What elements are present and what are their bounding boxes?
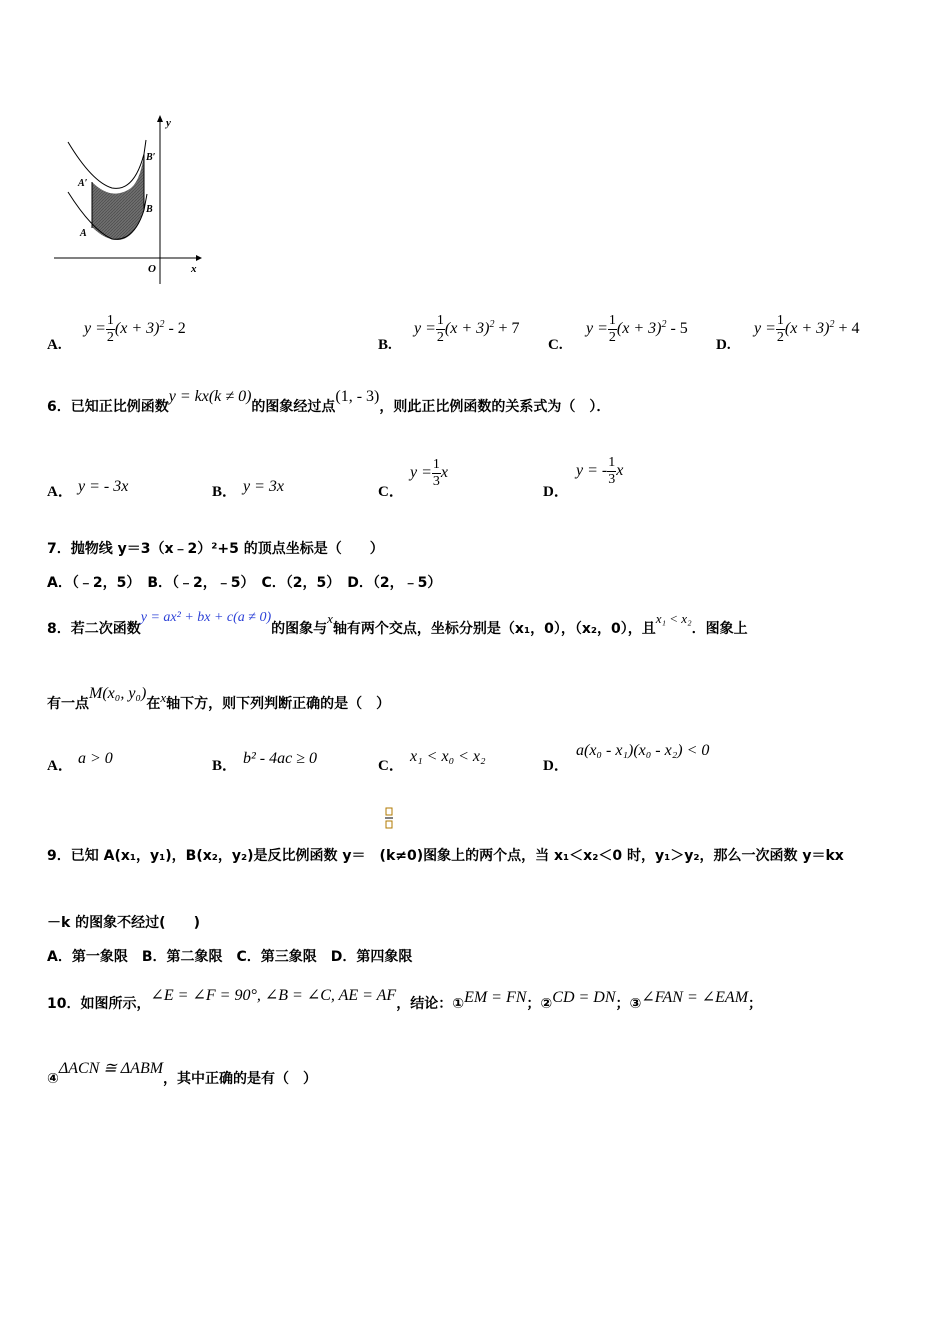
- q8-xvar: x: [327, 611, 333, 626]
- q10-c1: ，结论：①: [396, 996, 465, 1012]
- q6-d-label: D．: [543, 484, 569, 500]
- q6-c-den: 3: [432, 474, 440, 489]
- q8-b-expr: b² - 4ac ≥ 0: [243, 750, 318, 767]
- q6-point: (1, - 3): [335, 388, 380, 405]
- q10-e2: CD = DN: [552, 989, 616, 1006]
- q8-mid1: 的图象与: [271, 621, 328, 637]
- q8-d-expr: a(x₀ - x₁)(x₀ - x₂) < 0: [576, 742, 710, 759]
- q5-a-label: A.: [47, 337, 62, 353]
- q6-tail: ，则此正比例函数的关系式为（ ）．: [379, 399, 611, 415]
- q6-b-expr: y = 3x: [243, 478, 284, 495]
- q5-b-prefix: y =: [414, 320, 436, 338]
- q6-b-label: B．: [212, 484, 238, 500]
- q8-func: y = ax² + bx + c(a ≠ 0): [140, 610, 272, 625]
- q5-b-num: 1: [436, 313, 444, 328]
- label-y: y: [166, 117, 171, 129]
- q5-b-base: (x + 3): [444, 320, 490, 338]
- q5-d-sq: 2: [829, 318, 835, 330]
- q8-line2-mid: 在: [146, 696, 161, 712]
- q8-line2-lead: 有一点: [47, 696, 89, 712]
- q5-d-den: 2: [776, 330, 784, 345]
- q6-d-den: 3: [608, 472, 616, 487]
- q7-stem: 7．抛物线 y＝3（x﹣2）²+5 的顶点坐标是（ ）: [47, 541, 384, 557]
- q5-a-base: (x + 3): [114, 320, 160, 338]
- q8-a-expr: a > 0: [78, 750, 113, 767]
- parabola-graph: [50, 112, 210, 287]
- q5-c-den: 2: [608, 330, 616, 345]
- q8-line2-xvar: x: [160, 690, 167, 705]
- q10-cond: ∠E = ∠F = 90°, ∠B = ∠C, AE = AF: [150, 987, 397, 1004]
- q10-line2-lead: ④: [47, 1071, 59, 1087]
- q5-d-tail: + 4: [834, 320, 860, 338]
- label-b: B: [146, 204, 153, 215]
- q5-a-tail: - 2: [164, 320, 186, 338]
- q10-stem-line2: [47, 1060, 318, 1089]
- q5-a-expr: [84, 314, 186, 345]
- q10-e1: EM = FN: [464, 989, 527, 1006]
- q5-c-label: C.: [548, 337, 563, 353]
- q6-d-pre: y = -: [576, 462, 608, 480]
- q6-d-num: 1: [608, 455, 616, 470]
- q7-options: A．（﹣2，5） B．（﹣2，﹣5） C．（2，5） D．（2，﹣5）: [47, 575, 442, 591]
- q10-c4: ；: [748, 996, 763, 1012]
- q8-lead: 8．若二次函数: [47, 621, 141, 637]
- label-x: x: [191, 263, 197, 275]
- q5-c-base: (x + 3): [616, 320, 662, 338]
- q6-stem: [47, 388, 611, 417]
- label-origin: O: [148, 263, 156, 275]
- q8-ineq: x₁ < x₂: [655, 611, 692, 626]
- label-a: A: [80, 228, 87, 239]
- q6-d-post: x: [616, 462, 624, 480]
- q5-b-sq: 2: [489, 318, 495, 330]
- q5-d-prefix: y =: [754, 320, 776, 338]
- q5-b-tail: + 7: [494, 320, 520, 338]
- q8-point: M(x₀, y₀): [89, 685, 147, 702]
- q10-line2-tail: ，其中正确的是有（ ）: [163, 1071, 318, 1087]
- q6-a-label: A．: [47, 484, 73, 500]
- q5-c-prefix: y =: [586, 320, 608, 338]
- label-b-prime: B′: [146, 152, 156, 163]
- q8-c-label: C．: [378, 758, 404, 774]
- q10-e4: ΔACN ≅ ΔABM: [58, 1060, 164, 1077]
- q10-stem-line1: [47, 987, 763, 1014]
- q5-a-num: 1: [106, 313, 114, 328]
- q9-line1: 9．已知 A(x₁，y₁)，B(x₂，y₂)是反比例函数 y＝ (k≠0)图象上的两个点，当 x₁＜x₂＜0 时，y₁＞y₂，那么一次函数 y＝kx: [47, 848, 844, 864]
- q5-c-sq: 2: [661, 318, 667, 330]
- q8-mid2: 轴有两个交点，坐标分别是（x₁，0），（x₂，0），且: [332, 621, 656, 637]
- q6-a-expr: y = - 3x: [78, 478, 129, 495]
- q5-d-label: D.: [716, 337, 731, 353]
- y-axis-arrow: [157, 115, 163, 122]
- q10-e3: ∠FAN = ∠EAM: [641, 989, 749, 1006]
- q8-a-label: A．: [47, 758, 73, 774]
- q5-b-label: B.: [378, 337, 392, 353]
- q5-d-base: (x + 3): [784, 320, 830, 338]
- q5-c-expr: [586, 314, 688, 345]
- label-a-prime: A′: [78, 178, 88, 189]
- x-axis-arrow: [196, 255, 202, 261]
- q8-tail: ．图象上: [691, 621, 748, 637]
- q5-b-den: 2: [436, 330, 444, 345]
- fraction-placeholder-icon: [385, 806, 393, 830]
- q6-mid: 的图象经过点: [251, 399, 336, 415]
- q6-c-expr: [410, 458, 448, 489]
- q10-lead: 10．如图所示，: [47, 996, 151, 1012]
- q9-options: A．第一象限 B．第二象限 C．第三象限 D．第四象限: [47, 949, 413, 965]
- q6-lead: 6．已知正比例函数: [47, 399, 169, 415]
- q6-c-pre: y =: [410, 464, 432, 482]
- q5-c-num: 1: [608, 313, 616, 328]
- q6-c-label: C．: [378, 484, 404, 500]
- q5-a-sq: 2: [159, 318, 165, 330]
- q5-d-num: 1: [776, 313, 784, 328]
- q5-a-den: 2: [106, 330, 114, 345]
- q6-func: y = kx(k ≠ 0): [168, 388, 252, 405]
- q10-c3: ；③: [615, 996, 642, 1012]
- q8-b-label: B．: [212, 758, 238, 774]
- q5-c-tail: - 5: [666, 320, 688, 338]
- parabola-figure: [50, 112, 210, 291]
- q6-c-num: 1: [432, 457, 440, 472]
- q8-stem-line2: [47, 685, 391, 714]
- q8-stem-line1: [47, 610, 748, 640]
- q10-c2: ；②: [526, 996, 553, 1012]
- q9-line2: －k 的图象不经过( ): [47, 915, 200, 931]
- q8-line2-tail: 轴下方，则下列判断正确的是（ ）: [166, 696, 391, 712]
- q5-d-expr: [754, 314, 860, 345]
- q5-b-expr: [414, 314, 520, 345]
- q8-c-expr: x₁ < x₀ < x₂: [410, 748, 486, 765]
- q5-a-prefix: y =: [84, 320, 106, 338]
- q6-c-post: x: [440, 464, 449, 482]
- q8-d-label: D．: [543, 758, 569, 774]
- q6-d-expr: [576, 456, 623, 487]
